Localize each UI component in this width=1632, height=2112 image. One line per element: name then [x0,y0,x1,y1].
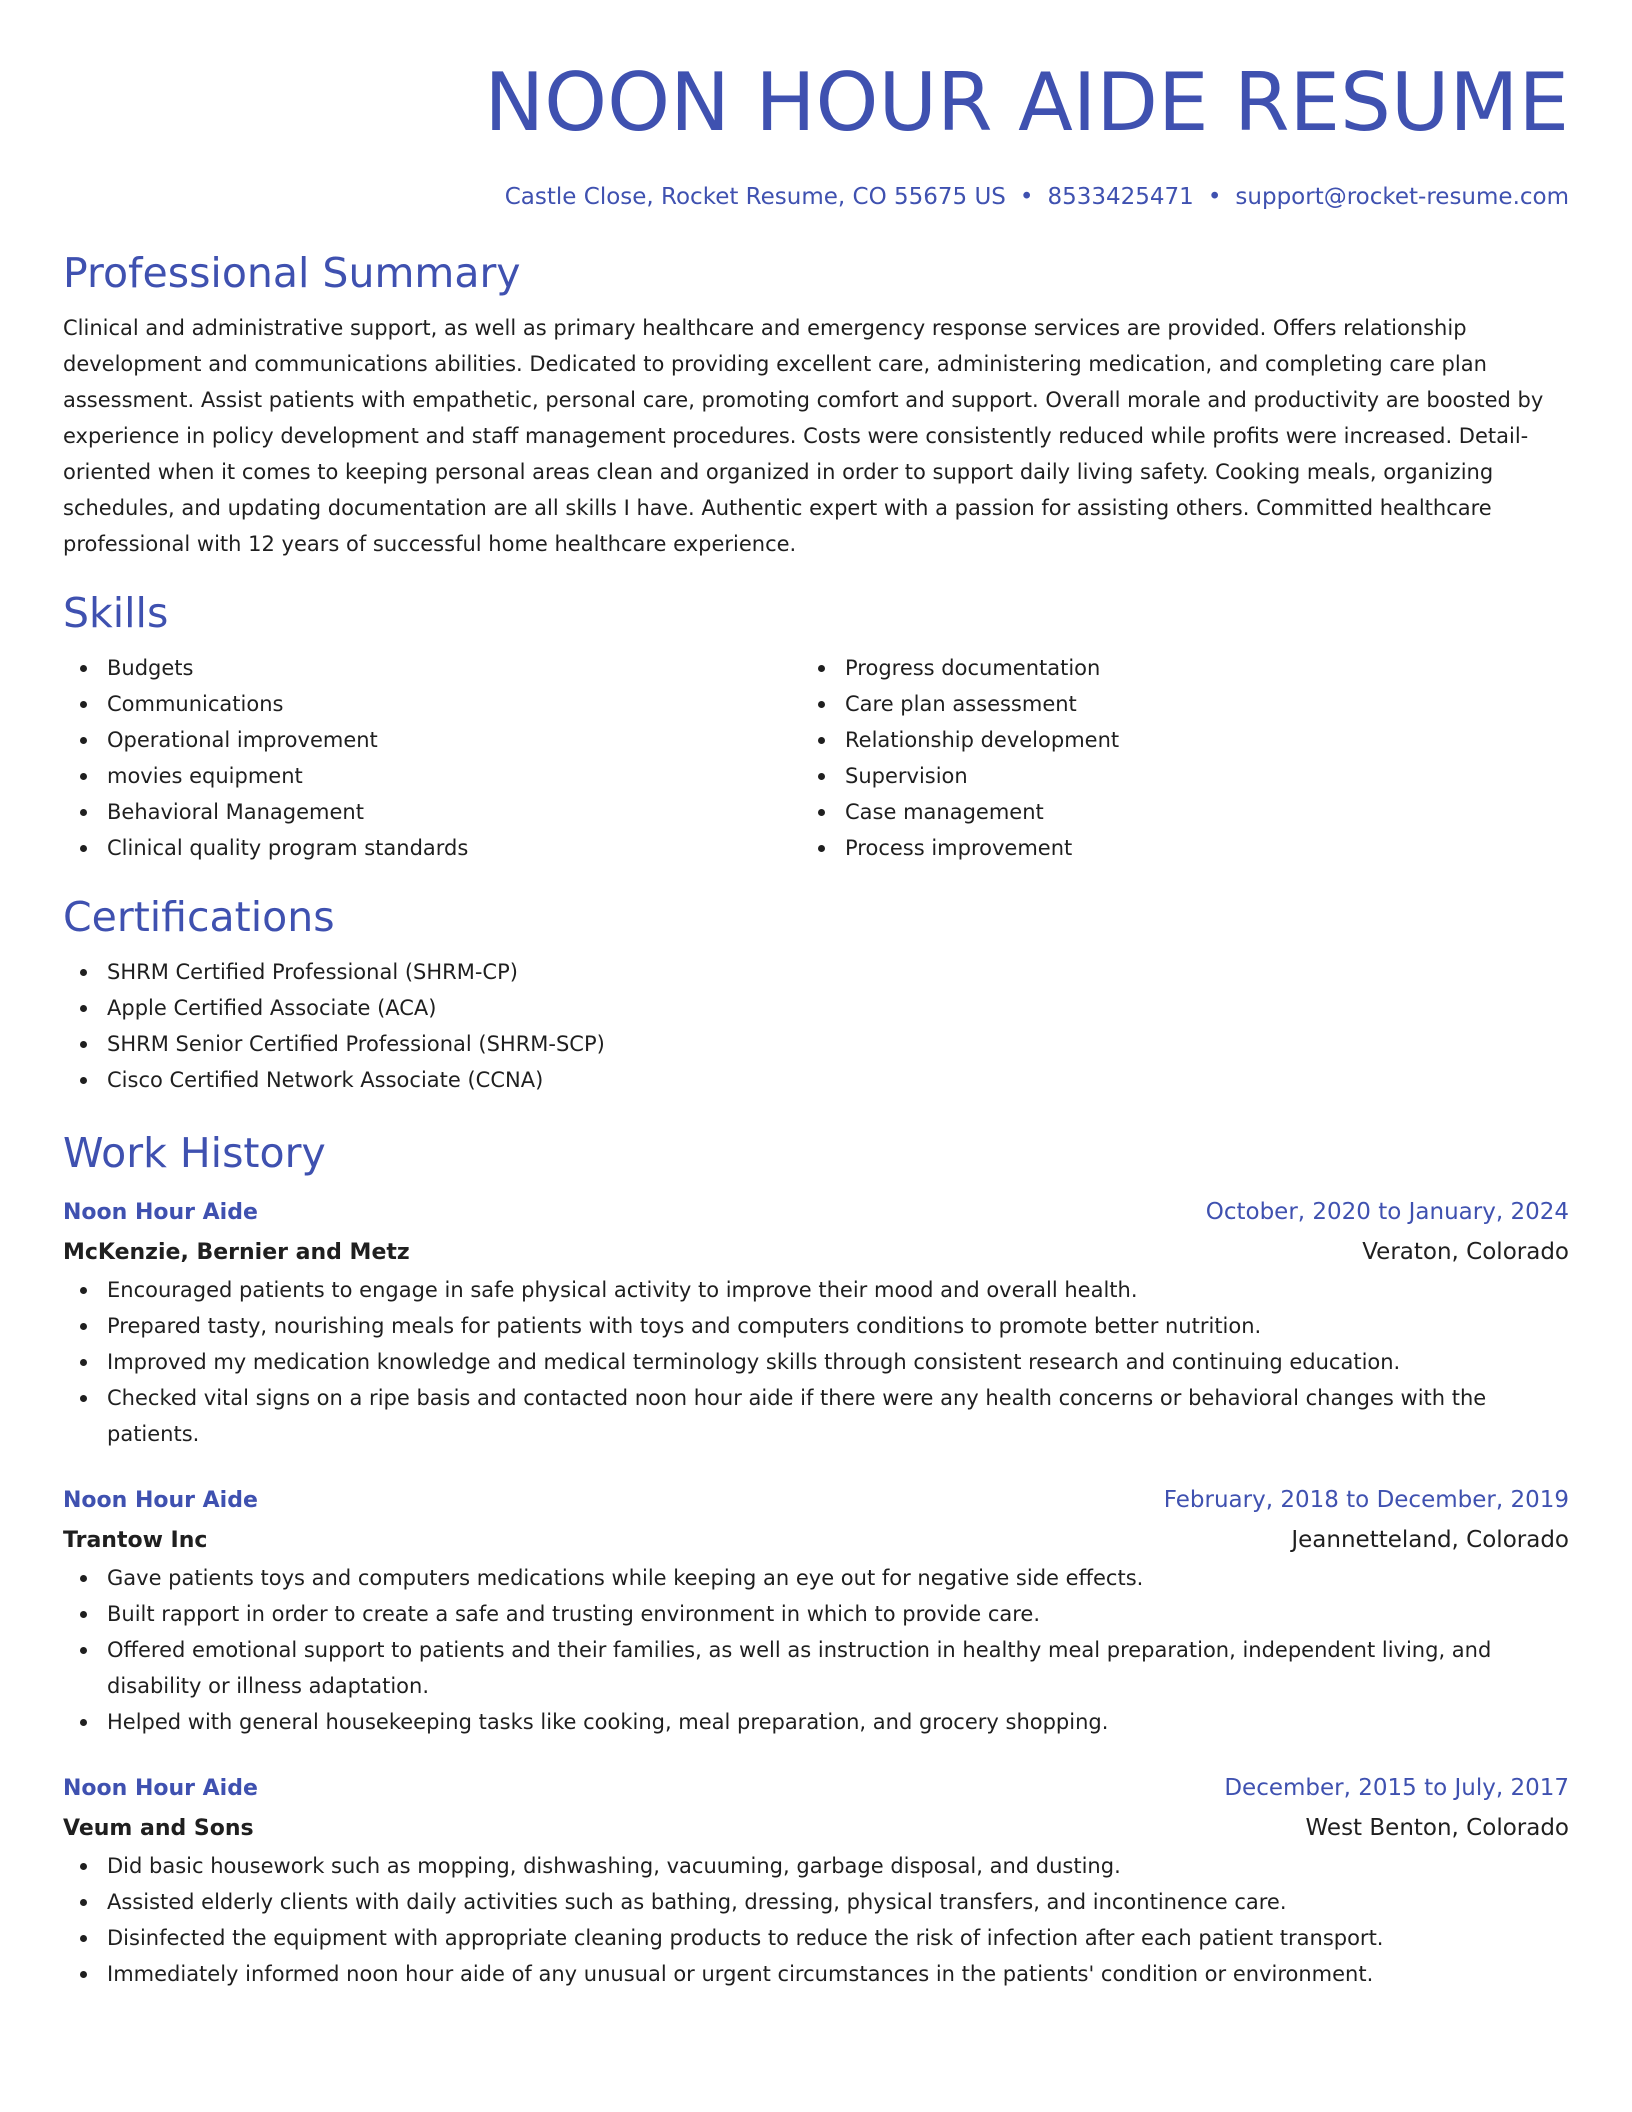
skill-item: Case management [801,794,1539,830]
skills-heading: Skills [63,589,169,637]
job-dates: October, 2020 to January, 2024 [1205,1199,1569,1225]
skills-list-right [801,650,1539,866]
job-dates: February, 2018 to December, 2019 [1163,1487,1569,1513]
job-duty: Built rapport in order to create a safe and trusting environment in which to provide care. [63,1596,1569,1632]
contact-separator: • [1019,184,1034,210]
certifications-heading: Certifications [63,893,335,941]
job-duties-list [63,1848,1569,1992]
job-duties-list [63,1560,1569,1740]
job-duty: Improved my medication knowledge and medical terminology skills through consistent research and continuing education. [63,1344,1569,1380]
contact-address: Castle Close, Rocket Resume, CO 55675 US [504,184,1006,210]
job-location: Veraton, Colorado [1362,1239,1569,1265]
contact-email: support@rocket-resume.com [1235,184,1569,210]
job-duty: Did basic housework such as mopping, dishwashing, vacuuming, garbage disposal, and dusting. [63,1848,1569,1884]
job-entry [63,1192,1569,1452]
skill-item: Behavioral Management [63,794,801,830]
job-title: Noon Hour Aide [63,1488,258,1513]
certification-item: Apple Certified Associate (ACA) [63,990,1569,1026]
job-company-row [63,1809,1569,1848]
skill-item: Clinical quality program standards [63,830,801,866]
job-dates: December, 2015 to July, 2017 [1224,1775,1569,1801]
job-title: Noon Hour Aide [63,1200,258,1225]
skills-column-left [63,650,801,866]
job-title-row [63,1192,1569,1233]
job-entry [63,1480,1569,1740]
summary-text: Clinical and administrative support, as well as primary healthcare and emergency response services are provided. Offers relationship development and communications abilities. Dedicated to providing excellent care, administering medication, and completing care plan assessment. Assist patients with empathetic, personal care, promoting comfort and support. Overall morale and productivity are boosted by experience in policy development and staff management procedures. Costs were consistently reduced while profits were increased. Detail-oriented when it comes to keeping personal areas clean and organized in order to support daily living safety. Cooking meals, organizing schedules, and updating documentation are all skills I have. Authentic expert with a passion for assisting others. Committed healthcare professional with 12 years of successful home healthcare experience. [63,316,1544,556]
job-duty: Offered emotional support to patients and their families, as well as instruction in healthy meal preparation, independent living, and disability or illness adaptation. [63,1632,1569,1704]
job-title-row [63,1768,1569,1809]
work-history-heading: Work History [63,1129,326,1177]
job-duty: Helped with general housekeeping tasks like cooking, meal preparation, and grocery shopping. [63,1704,1569,1740]
job-duty: Checked vital signs on a ripe basis and contacted noon hour aide if there were any health concerns or behavioral changes with the patients. [63,1380,1569,1452]
certifications-section [63,892,1569,1098]
job-entry [63,1768,1569,1992]
certifications-list [63,954,1569,1098]
skills-section [63,588,1569,866]
job-duty: Disinfected the equipment with appropriate cleaning products to reduce the risk of infection after each patient transport. [63,1920,1569,1956]
job-duty: Immediately informed noon hour aide of any unusual or urgent circumstances in the patients' condition or environment. [63,1956,1569,1992]
skill-item: Communications [63,686,801,722]
job-company: McKenzie, Bernier and Metz [63,1240,410,1265]
skill-item: Process improvement [801,830,1539,866]
job-company-row [63,1233,1569,1272]
work-history-section [63,1128,1569,1992]
skill-item: Progress documentation [801,650,1539,686]
skill-item: Care plan assessment [801,686,1539,722]
skills-column-right [801,650,1539,866]
job-duties-list [63,1272,1569,1452]
job-title-row [63,1480,1569,1521]
summary-section [63,248,1569,562]
contact-phone: 8533425471 [1047,184,1194,210]
skill-item: Budgets [63,650,801,686]
skill-item: movies equipment [63,758,801,794]
certification-item: SHRM Senior Certified Professional (SHRM-SCP) [63,1026,1569,1062]
skill-item: Relationship development [801,722,1539,758]
job-duty: Prepared tasty, nourishing meals for patients with toys and computers conditions to promote better nutrition. [63,1308,1569,1344]
summary-heading: Professional Summary [63,249,521,297]
job-company-row [63,1521,1569,1560]
skill-item: Supervision [801,758,1539,794]
skills-grid [63,650,1569,866]
job-location: West Benton, Colorado [1305,1815,1569,1841]
job-duty: Gave patients toys and computers medications while keeping an eye out for negative side effects. [63,1560,1569,1596]
job-company: Veum and Sons [63,1816,254,1841]
job-title: Noon Hour Aide [63,1776,258,1801]
contact-separator: • [1207,184,1222,210]
skills-list-left [63,650,801,866]
job-duty: Encouraged patients to engage in safe physical activity to improve their mood and overall health. [63,1272,1569,1308]
certification-item: SHRM Certified Professional (SHRM-CP) [63,954,1569,990]
certification-item: Cisco Certified Network Associate (CCNA) [63,1062,1569,1098]
job-company: Trantow Inc [63,1528,208,1553]
skill-item: Operational improvement [63,722,801,758]
resume-title: NOON HOUR AIDE RESUME [484,56,1569,149]
contact-line [63,182,1569,212]
job-location: Jeannetteland, Colorado [1291,1527,1569,1553]
job-duty: Assisted elderly clients with daily activities such as bathing, dressing, physical transfers, and incontinence care. [63,1884,1569,1920]
resume-header [63,56,1569,212]
